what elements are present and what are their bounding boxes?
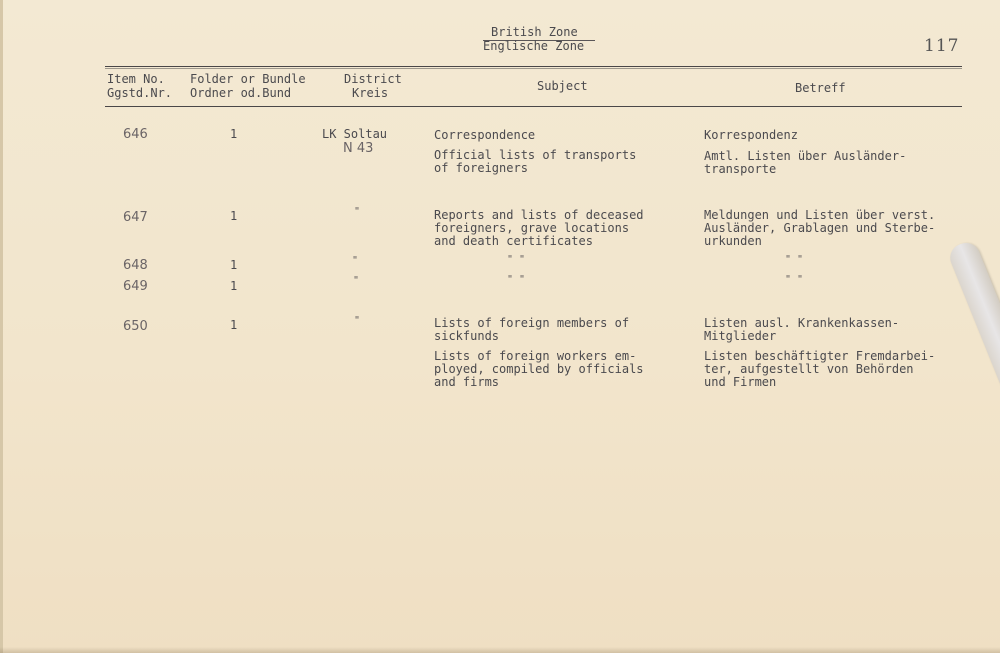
row-647-betreff-line: urkunden xyxy=(704,234,762,248)
row-647-subject-line: and death certificates xyxy=(434,234,593,248)
col-item-de: Ggstd.Nr. xyxy=(107,86,173,100)
header-top-rule-2 xyxy=(105,68,962,69)
row-646-item: 646 xyxy=(123,127,148,142)
row-648-district-ditto: " xyxy=(352,255,359,266)
row-649-subject-ditto: " " xyxy=(507,274,526,285)
page-edge xyxy=(0,0,3,653)
row-650-betreff2-line: Listen beschäftigter Fremdarbei- xyxy=(704,349,936,363)
row-650-betreff2-line: und Firmen xyxy=(704,375,777,389)
row-647-folder: 1 xyxy=(230,209,238,223)
row-646-district-code: N 43 xyxy=(343,141,374,156)
row-647-betreff-line: Ausländer, Grablagen und Sterbe- xyxy=(704,221,936,235)
zone-title-en: British Zone xyxy=(491,25,578,39)
row-648-item: 648 xyxy=(123,258,148,273)
row-649-folder: 1 xyxy=(230,279,238,293)
scroll-handle[interactable] xyxy=(946,239,1000,389)
page-number: 117 xyxy=(924,36,960,56)
row-649-item: 649 xyxy=(123,279,148,294)
row-647-subject-line: foreigners, grave locations xyxy=(434,221,630,235)
row-650-item: 650 xyxy=(123,319,148,334)
row-649-district-ditto: " xyxy=(353,275,360,286)
row-646-district: LK Soltau xyxy=(322,127,388,141)
row-647-district-ditto: " xyxy=(354,206,361,217)
row-646-subject2-line: Official lists of transports xyxy=(434,148,637,162)
row-648-folder: 1 xyxy=(230,258,238,272)
row-646-betreff2-line: transporte xyxy=(704,162,777,176)
row-646-subject-line: Correspondence xyxy=(434,128,536,142)
row-650-subject2-line: Lists of foreign workers em- xyxy=(434,349,637,363)
col-subject: Subject xyxy=(537,79,588,93)
col-folder-de: Ordner od.Bund xyxy=(190,86,292,100)
row-647-item: 647 xyxy=(123,210,148,225)
row-650-subject2-line: ployed, compiled by officials xyxy=(434,362,644,376)
page-bottom-edge xyxy=(0,647,1000,653)
row-648-subject-ditto: " " xyxy=(507,254,526,265)
row-650-betreff2-line: ter, aufgestellt von Behörden xyxy=(704,362,914,376)
row-649-betreff-ditto: " " xyxy=(785,274,804,285)
row-650-district-ditto: " xyxy=(354,315,361,326)
col-district-en: District xyxy=(344,72,402,86)
col-district-de: Kreis xyxy=(352,86,389,100)
row-646-subject2-line: of foreigners xyxy=(434,161,528,175)
row-650-betreff-line: Mitglieder xyxy=(704,329,777,343)
row-646-folder: 1 xyxy=(230,127,238,141)
row-646-betreff-line: Korrespondenz xyxy=(704,128,798,142)
col-betreff: Betreff xyxy=(795,81,846,95)
row-646-betreff2-line: Amtl. Listen über Ausländer- xyxy=(704,149,907,163)
row-650-subject-line: sickfunds xyxy=(434,329,500,343)
header-bottom-rule xyxy=(105,106,962,107)
row-647-subject-line: Reports and lists of deceased xyxy=(434,208,644,222)
col-item-en: Item No. xyxy=(107,72,165,86)
header-top-rule xyxy=(105,66,962,67)
row-650-betreff-line: Listen ausl. Krankenkassen- xyxy=(704,316,900,330)
zone-title-de: Englische Zone xyxy=(483,39,585,53)
row-650-subject-line: Lists of foreign members of xyxy=(434,316,630,330)
row-650-subject2-line: and firms xyxy=(434,375,500,389)
row-650-folder: 1 xyxy=(230,318,238,332)
row-647-betreff-line: Meldungen und Listen über verst. xyxy=(704,208,936,222)
col-folder-en: Folder or Bundle xyxy=(190,72,306,86)
row-648-betreff-ditto: " " xyxy=(785,254,804,265)
